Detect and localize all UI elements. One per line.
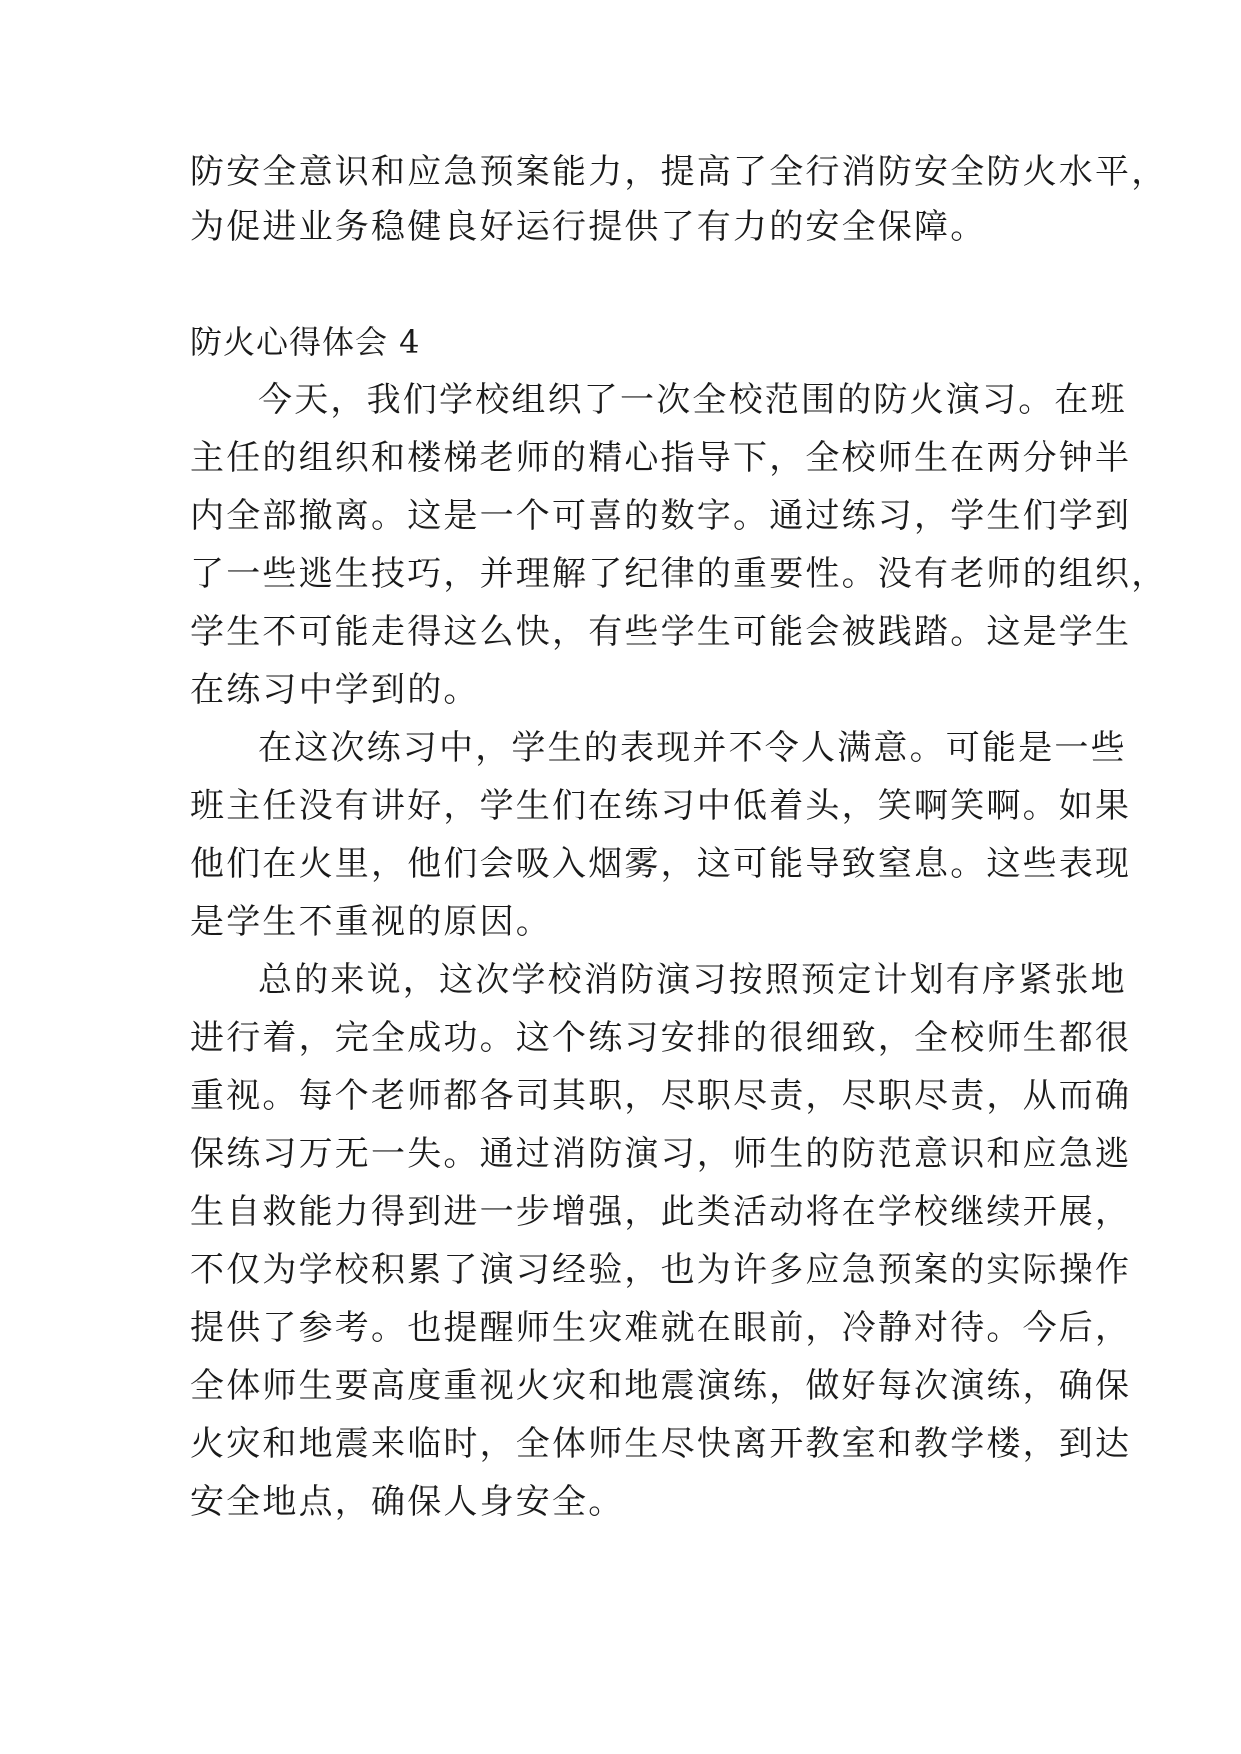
paragraph-line: 在这次练习中，学生的表现并不令人满意。可能是一些 [258,728,1127,768]
paragraph-line: 保练习万无一失。通过消防演习，师生的防范意识和应急逃 [190,1134,1132,1174]
paragraph-line: 主任的组织和楼梯老师的精心指导下，全校师生在两分钟半 [190,438,1132,478]
paragraph-line: 在练习中学到的。 [190,670,480,710]
paragraph-line: 今天，我们学校组织了一次全校范围的防火演习。在班 [258,380,1127,420]
paragraph-line: 学生不可能走得这么快，有些学生可能会被践踏。这是学生 [190,612,1132,652]
paragraph-line: 火灾和地震来临时，全体师生尽快离开教室和教学楼，到达 [190,1424,1132,1464]
paragraph-line: 全体师生要高度重视火灾和地震演练，做好每次演练，确保 [190,1366,1132,1406]
paragraph-line: 进行着，完全成功。这个练习安排的很细致，全校师生都很 [190,1018,1132,1058]
paragraph-line: 重视。每个老师都各司其职，尽职尽责，尽职尽责，从而确 [190,1076,1132,1116]
paragraph-line: 总的来说，这次学校消防演习按照预定计划有序紧张地 [258,960,1127,1000]
paragraph-line: 提供了参考。也提醒师生灾难就在眼前，冷静对待。今后， [190,1308,1132,1348]
paragraph-line: 了一些逃生技巧，并理解了纪律的重要性。没有老师的组织， [190,554,1168,594]
paragraph-line: 生自救能力得到进一步增强，此类活动将在学校继续开展， [190,1192,1132,1232]
section-heading: 防火心得体会 4 [190,323,421,361]
paragraph-line: 内全部撤离。这是一个可喜的数字。通过练习，学生们学到 [190,496,1132,536]
paragraph-line: 是学生不重视的原因。 [190,902,552,942]
paragraph-line: 不仅为学校积累了演习经验，也为许多应急预案的实际操作 [190,1250,1132,1290]
paragraph-line: 安全地点，确保人身安全。 [190,1482,625,1522]
paragraph-line: 班主任没有讲好，学生们在练习中低着头，笑啊笑啊。如果 [190,786,1132,826]
paragraph-line: 他们在火里，他们会吸入烟雾，这可能导致窒息。这些表现 [190,844,1132,884]
intro-line: 防安全意识和应急预案能力，提高了全行消防安全防火水平， [190,152,1168,192]
intro-line: 为促进业务稳健良好运行提供了有力的安全保障。 [190,207,987,247]
